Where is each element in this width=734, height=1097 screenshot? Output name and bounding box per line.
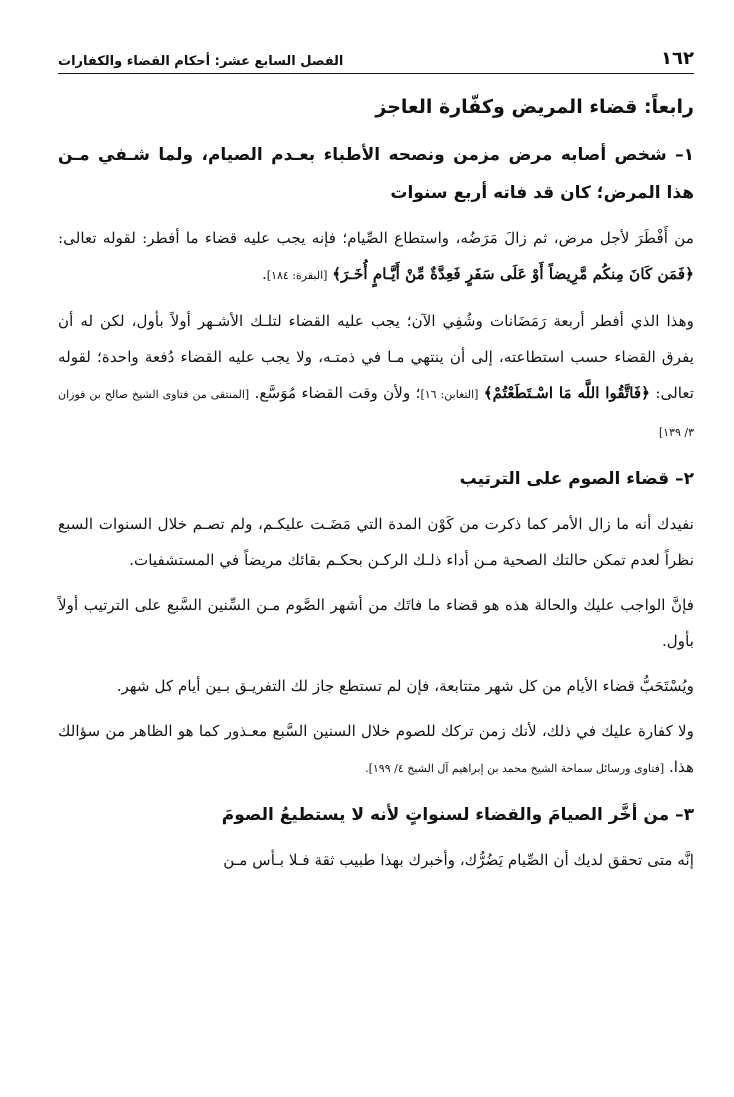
page-content [58, 90, 694, 887]
fatwa-source: [فتاوى ورسائل سماحة الشيخ محمد بن إبراهيم آل الشيخ ٤/ ١٩٩]. [365, 762, 665, 775]
question-3-paragraph-1: إنَّه متى تحقق لديك أن الصِّيام يَضُرُّك، وأخبرك بهذا طبيب ثقة فـلا بـأس مـن [223, 851, 694, 869]
paragraph-text: من أَفْطَرَ لأجل مرض، ثم زالَ مَرَضُه، واستطاع الصِّيام؛ فإنه يجب عليه قضاء ما أفطر: لقوله تعالى: [58, 229, 694, 247]
question-1-title: ١– شخص أصابه مرض مزمن ونصحه الأطباء بعـدم الصيام، ولما شـفي مـن هذا المرض؛ كان قد فاته أربع سنوات [58, 145, 694, 203]
verse-reference: [البقرة: ١٨٤] [266, 269, 328, 282]
question-2-title: ٢– قضاء الصوم على الترتيب [459, 469, 694, 489]
question-2-paragraph-3: ويُسْتَحَبُّ قضاء الأيام من كل شهر متتابعة، فإن لم تستطع جاز لك التفريـق بـين أيام كل شهر. [116, 677, 694, 695]
fatwa-source: [المنتقى من فتاوى الشيخ صالح بن فوزان ٣/ ١٣٩] [58, 388, 694, 439]
quran-verse: ﴿فَاتَّقُوا اللَّه مَا اسْـتَطَعْتُمْ﴾ [483, 384, 651, 402]
question-1-paragraph-1 [58, 220, 694, 294]
question-1-paragraph-2 [58, 303, 694, 451]
paragraph-text: ولا كفارة عليك في ذلك، لأنك زمن تركك للصوم خلال السنين السَّبع معـذور كما هو الظاهر من سؤالك هذا. [58, 722, 694, 776]
question-3-title: ٣– من أخَّر الصيامَ والقضاء لسنواتٍ لأنه لا يستطيعُ الصومَ [221, 805, 694, 825]
page-number: ١٦٢ [661, 48, 694, 69]
page-header [58, 44, 694, 74]
question-2-paragraph-4 [58, 713, 694, 787]
question-2-paragraph-1: نفيدك أنه ما زال الأمر كما ذكرت من كَوْن المدة التي مَضَـت عليكـم، ولم تصـم خلال السنوات السبع نظراً لعدم تمكن حالتك الصحية مـن أداء ذلـك الركـن بحكـم بقائك مريضاً في المستشفيات. [58, 515, 694, 569]
chapter-title: الفصل السابع عشر: أحكام القضاء والكفارات [58, 54, 344, 69]
paragraph-text: وهذا الذي أفطر أربعة رَمَضَانات وشُفِي الآن؛ يجب عليه القضاء لتلـك الأشـهر أولاً بأول، لكن له أن يفرق القضاء حسب استطاعته، إلى أن ينتهي مـا في ذمتـه، ولا يجب عليه القضاء دُفعة واحدة؛ لقوله تعالى: [58, 312, 694, 402]
section-title: رابعاً: قضاء المريض وكفّارة العاجز [375, 96, 694, 118]
verse-reference: [التغابن: ١٦] [420, 388, 479, 401]
quran-verse: ﴿فَمَن كَانَ مِنكُم مَّرِيضاً أَوْ عَلَى سَفَرٍ فَعِدَّةٌ مِّنْ أَيَّـامٍ أُخَـرَ﴾ [332, 265, 694, 283]
paragraph-end: . [261, 265, 267, 283]
paragraph-tail: ؛ ولأن وقت القضاء مُوَسَّع. [249, 384, 421, 402]
question-2-paragraph-2: فإنَّ الواجب عليك والحالة هذه هو قضاء ما فاتَك من أشهر الصَّوم مـن السِّنين السَّبع على الترتيب أولاً بأول. [58, 596, 694, 650]
